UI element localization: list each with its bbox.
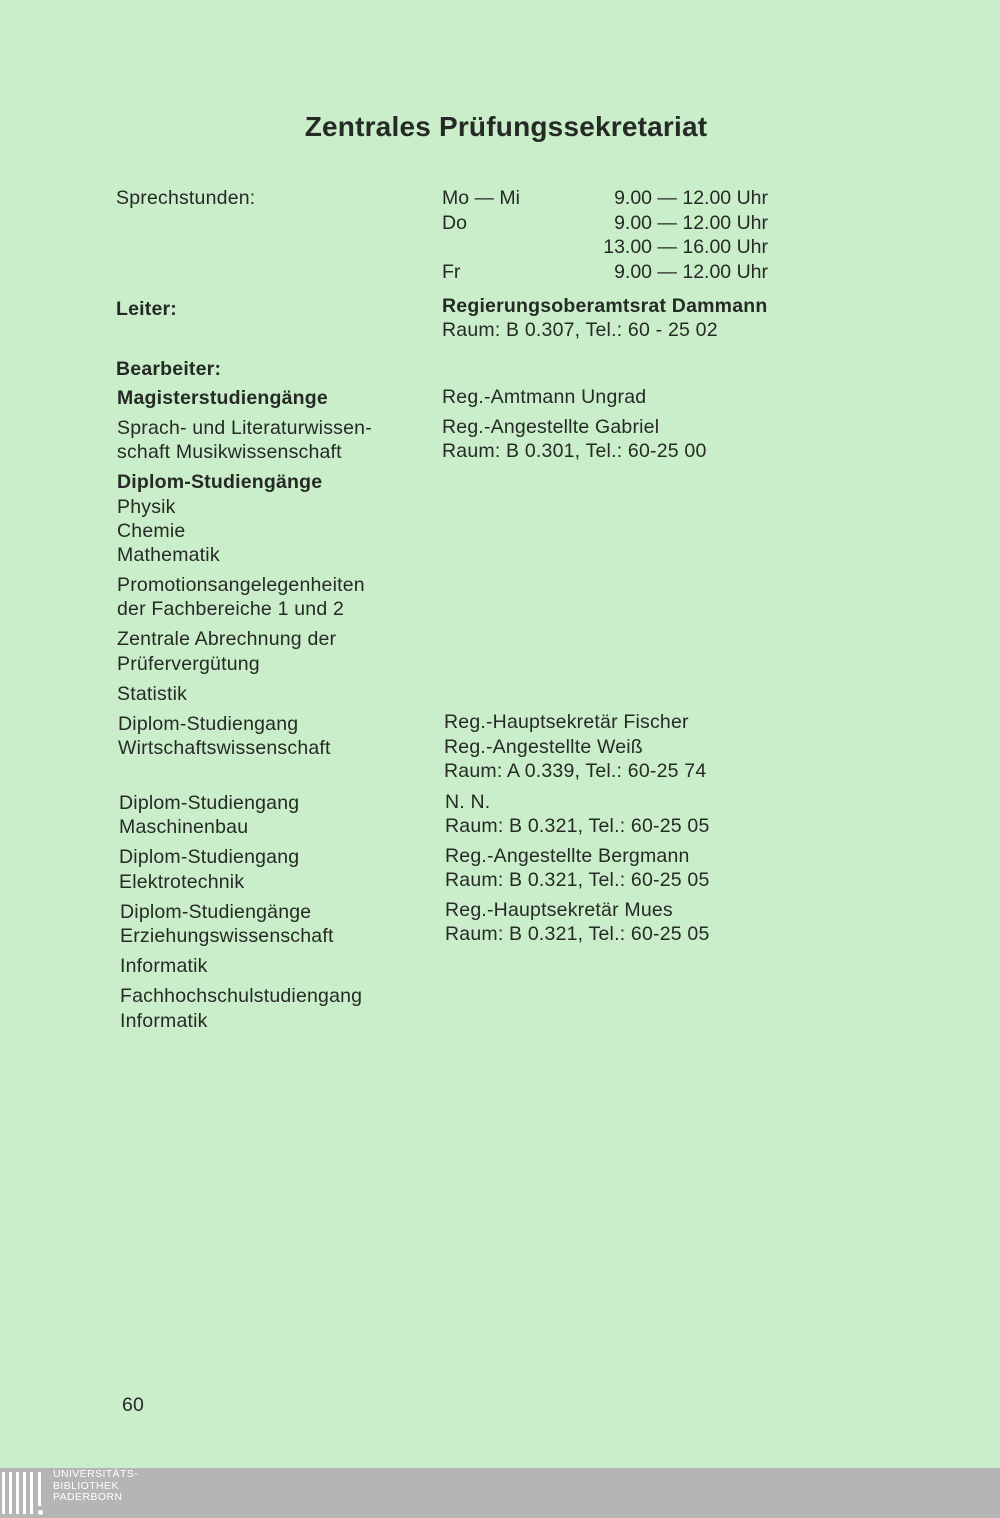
subject-line: Maschinenbau [119, 816, 249, 838]
office-hours-day: Do [442, 211, 467, 234]
staff-name: Reg.-Angestellte Bergmann [445, 845, 690, 867]
subject-line: Diplom-Studiengang [119, 846, 300, 868]
subject-line: Prüfervergütung [117, 653, 260, 675]
subject-line: Promotionsangelegenheiten [117, 574, 365, 596]
staff-name: Reg.-Hauptsekretär Mues [445, 899, 673, 921]
staff-name: Reg.-Hauptsekretär Fischer [444, 711, 689, 733]
diplom-heading: Diplom-Studiengänge [117, 471, 323, 493]
staff-room: Raum: B 0.321, Tel.: 60-25 05 [445, 815, 710, 837]
office-hours-time: 9.00 — 12.00 Uhr [614, 187, 768, 209]
subject-line: Elektrotechnik [119, 871, 245, 893]
staff-name: Reg.-Angestellte Gabriel [442, 416, 660, 438]
staff-room: Raum: B 0.321, Tel.: 60-25 05 [445, 869, 710, 891]
staff-name: N. N. [445, 791, 491, 813]
subject-line: schaft Musikwissenschaft [117, 441, 342, 463]
library-logo-text [53, 1469, 138, 1504]
staff-room: Raum: B 0.321, Tel.: 60-25 05 [445, 923, 710, 945]
subject-line: Statistik [117, 683, 188, 705]
subject-line: Erziehungswissenschaft [120, 925, 334, 947]
library-name-line: PADERBORN [53, 1491, 123, 1503]
office-hours-days [442, 186, 520, 284]
library-footer-bar [0, 1468, 1000, 1518]
subject-line: Physik [117, 496, 176, 518]
library-name-line: UNIVERSITÄTS- [53, 1468, 139, 1480]
leiter-room: Raum: B 0.307, Tel.: 60 - 25 02 [442, 319, 718, 341]
staff-room: Raum: A 0.339, Tel.: 60-25 74 [444, 760, 707, 782]
subject-line: Sprach- und Literaturwissen- [117, 417, 372, 439]
office-hours-day: Mo — Mi [442, 187, 520, 209]
office-hours-day: Fr [442, 260, 461, 283]
page-number: 60 [122, 1394, 145, 1416]
office-hours-label: Sprechstunden: [116, 187, 256, 209]
subject-line: Informatik [120, 955, 208, 977]
library-name-line: BIBLIOTHEK [53, 1479, 119, 1492]
subject-line: Diplom-Studiengänge [120, 901, 312, 923]
subject-line: Diplom-Studiengang [118, 713, 299, 735]
staff-name: Reg.-Angestellte Weiß [444, 736, 643, 758]
subject-line: Informatik [120, 1010, 208, 1032]
office-hours-time: 13.00 — 16.00 Uhr [603, 236, 768, 258]
leiter-name: Regierungsoberamtsrat Dammann [442, 295, 768, 317]
office-hours-time: 9.00 — 12.00 Uhr [614, 260, 768, 283]
subject-line: der Fachbereiche 1 und 2 [117, 598, 345, 620]
subject-line: Fachhochschulstudiengang [120, 985, 363, 1007]
subject-line: Chemie [117, 520, 186, 542]
leiter-label: Leiter: [116, 298, 177, 320]
subject-line: Mathematik [117, 544, 220, 566]
page-title: Zentrales Prüfungssekretariat [304, 111, 708, 142]
office-hours-times [560, 186, 768, 284]
magister-heading: Magisterstudiengänge [117, 387, 328, 409]
office-hours-day [442, 235, 520, 260]
office-hours-time: 9.00 — 12.00 Uhr [614, 211, 768, 234]
subject-line: Wirtschaftswissenschaft [118, 737, 331, 759]
library-logo-icon [2, 1472, 46, 1514]
bearbeiter-label: Bearbeiter: [116, 358, 222, 380]
subject-line: Diplom-Studiengang [119, 792, 300, 814]
subject-line: Zentrale Abrechnung der [117, 628, 337, 650]
staff-name: Reg.-Amtmann Ungrad [442, 386, 647, 408]
staff-room: Raum: B 0.301, Tel.: 60-25 00 [442, 440, 707, 462]
